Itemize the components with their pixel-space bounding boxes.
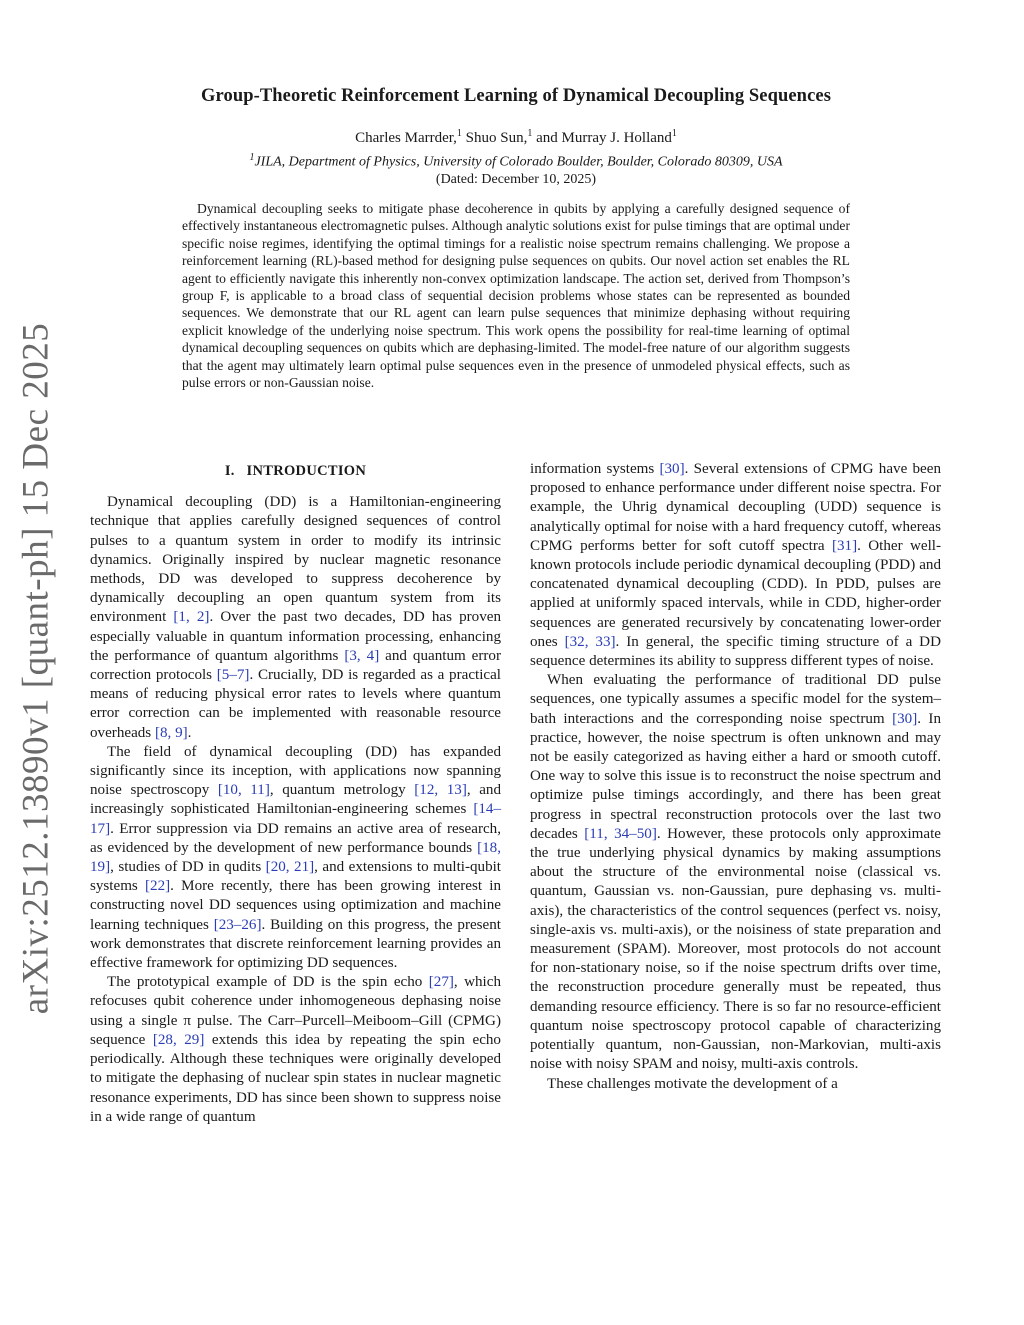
citation-link[interactable]: [22]	[145, 878, 171, 895]
author-list	[90, 128, 942, 147]
paragraph-text: The prototypical example of DD is the spin echo	[107, 974, 429, 991]
paragraph-text: . Over the past two decades, DD has proven especially valuable in quantum information processing, enhancing the performance of quantum algorithms	[90, 609, 501, 664]
left-column-body	[90, 493, 501, 1127]
paragraph-text: extends this idea by repeating the spin echo periodically. Although these techniques were originally developed to mitigate the dephasing of nuclear spin states in nuclear magnetic resonance experiments, DD has since been shown to suppress noise in a wide range of quantum	[90, 1031, 501, 1125]
paragraph-text: , which refocuses qubit coherence under inhomogeneous dephasing noise using a single π pulse. The Carr–Purcell–Meiboom–Gill (CPMG) sequence	[90, 974, 501, 1048]
left-column	[90, 460, 501, 1127]
author: Charles Marrder,$^1$	[355, 128, 462, 146]
citation-link[interactable]: [10, 11]	[217, 782, 270, 799]
affiliation-mark: 1	[249, 152, 255, 163]
author: and Murray J. Holland$^1$	[536, 128, 677, 146]
affiliation	[90, 152, 942, 171]
citation-link[interactable]: [30]	[659, 461, 685, 477]
body-paragraph	[530, 671, 941, 1074]
body-paragraph	[90, 973, 501, 1127]
citation-link[interactable]: [23–26]	[213, 916, 262, 933]
paragraph-text: . More recently, there has been growing interest in constructing novel DD sequences using optimization and machine learning techniques	[90, 878, 501, 933]
citation-link[interactable]: [5–7]	[216, 667, 250, 684]
citation-link[interactable]: [18, 19]	[90, 839, 501, 876]
citation-link[interactable]: [1, 2]	[173, 609, 210, 626]
paragraph-text: . Building on this progress, the present work demonstrates that discrete reinforcement learning provides an effective framework for optimizing DD sequences.	[90, 916, 501, 972]
citation-link[interactable]: [27]	[428, 974, 454, 991]
arxiv-identifier-stamp	[14, 322, 58, 1014]
body-paragraph	[90, 493, 501, 743]
citation-link[interactable]: [20, 21]	[265, 859, 315, 876]
date-line: (Dated: December 10, 2025)	[435, 172, 597, 187]
paragraph-text: and quantum error correction protocols	[90, 647, 501, 684]
paragraph-text: . Crucially, DD is regarded as a practical means of reducing physical error rates to levels where quantum error correction can be implemented with reasonable resource overheads	[90, 667, 502, 741]
section-number: I.	[224, 463, 235, 479]
paragraph-text: . Several extensions of CPMG have been proposed to enhance performance under different noise spectra. For example, the Uhrig dynamical decoupling (UDD) sequence is analytically optimal for noise with a hard frequency cutoff, whereas CPMG performs better for soft cutoff spectra	[530, 461, 941, 554]
paragraph-text: .	[187, 724, 192, 741]
section-heading-introduction	[90, 462, 501, 481]
body-paragraph	[90, 743, 501, 973]
right-column-body	[530, 460, 941, 1094]
citation-link[interactable]: [14–17]	[90, 801, 501, 837]
citation-link[interactable]: [28, 29]	[152, 1031, 205, 1048]
paragraph-text: , and increasingly sophisticated Hamiltonian-engineering schemes	[90, 782, 501, 818]
paragraph-text: , and extensions to multi-qubit systems	[90, 859, 502, 895]
author: Shuo Sun,$^1$	[465, 128, 533, 146]
citation-link[interactable]: [8, 9]	[154, 724, 188, 741]
paper-title: Group-Theoretic Reinforcement Learning of Dynamical Decoupling Sequences	[201, 86, 831, 106]
citation-link[interactable]: [3, 4]	[344, 647, 380, 664]
paragraph-text: . Error suppression via DD remains an active area of research, as evidenced by the development of new performance bounds	[90, 820, 501, 856]
paragraph-text: . In practice, however, the noise spectrum is often unknown and may not be easily categorized as having either a hard or smooth cutoff. One way to solve this issue is to reconstruct the noise spectrum and optimize pulse timings accordingly, and there has been great progress in spectral reconstruction protocols over the last two decades	[530, 710, 941, 842]
paragraph-text: . In general, the specific timing structure of a DD sequence determines its ability to suppress different types of noise.	[530, 633, 941, 670]
abstract	[182, 200, 850, 391]
paragraph-text: . Other well-known protocols include periodic dynamical decoupling (PDD) and concatenated dynamical decoupling (CDD). In PDD, pulses are applied at uniformly spaced intervals, while in CDD, higher-order sequences are generated recursively by concatenating lower-order ones	[530, 537, 941, 650]
right-column	[530, 460, 941, 1094]
citation-link[interactable]: [30]	[892, 710, 918, 727]
paragraph-text: information systems	[530, 461, 660, 477]
affiliation-text: JILA, Department of Physics, University of Colorado Boulder, Boulder, Colorado 80309, USA	[254, 154, 783, 170]
body-paragraph	[530, 460, 941, 671]
body-paragraph	[530, 1075, 941, 1094]
citation-link[interactable]: [32, 33]	[564, 633, 616, 650]
citation-link[interactable]: [31]	[831, 537, 858, 554]
paragraph-text: Dynamical decoupling (DD) is a Hamiltonian-engineering technique that applies carefully designed sequences of control pulses to a quantum system in order to modify its intrinsic dynamics. Originally inspired by nuclear magnetic resonance methods, DD was developed to suppress decoherence by dynamically decoupling an open quantum system from its environment	[90, 494, 501, 626]
citation-link[interactable]: [11, 34–50]	[584, 825, 657, 842]
paragraph-text: When evaluating the performance of traditional DD pulse sequences, one typically assumes a specific model for the system–bath interactions and the corresponding noise spectrum	[530, 672, 941, 727]
paragraph-text: . However, these protocols only approximate the true underlying physical dynamics by making assumptions about the structure of the environmental noise (classical vs. quantum, Gaussian vs. non-Gaussian, pure dephasing vs. multi-axis), the characteristics of the control sequences (perfect vs. noisy, single-axis vs. multi-axis), or the noisiness of state preparation and measurement (SPAM). Moreover, most protocols do not account for non-stationary noise, so if the noise spectrum drifts over time, the reconstruction procedure generally must be repeated, thus demanding resource efficiency. There is so far no resource-efficient quantum noise spectroscopy protocol capable of characterizing potentially quantum, non-Gaussian, non-Markovian, multi-axis noise with noisy SPAM and noisy, multi-axis controls.	[530, 825, 942, 1073]
paragraph-text: The field of dynamical decoupling (DD) has expanded significantly since its inception, with applications now spanning noise spectroscopy	[90, 743, 501, 799]
paragraph-text: These challenges motivate the development of a	[547, 1075, 838, 1092]
paragraph-text: , quantum metrology	[269, 782, 415, 799]
paragraph-text: , studies of DD in qudits	[110, 859, 266, 876]
arxiv-stamp-text: arXiv:2512.13890v1 [quant-ph] 15 Dec 2025	[15, 322, 57, 1014]
citation-link[interactable]: [12, 13]	[414, 782, 467, 799]
section-title: INTRODUCTION	[246, 463, 367, 479]
abstract-text: Dynamical decoupling seeks to mitigate phase decoherence in qubits by applying a carefully designed sequence of effectively instantaneous electromagnetic pulses. Although analytic solutions exist for pulse timings that are optimal under specific noise regimes, identifying the optimal timings for a realistic noise spectrum remains challenging. We propose a reinforcement learning (RL)-based method for designing pulse sequences on qubits. Our novel action set enables the RL agent to efficiently navigate this inherently non-convex optimization landscape. The action set, derived from Thompson’s group F, is applicable to a broad class of sequential decision problems whose states can be represented as bounded sequences. We demonstrate that our RL agent can learn pulse sequences that minimize dephasing without requiring explicit knowledge of the underlying noise spectrum. This work opens the possibility for real-time learning of optimal dynamical decoupling sequences on qubits which are dephasing-limited. The model-free nature of our algorithm suggests that the agent may ultimately learn optimal pulse sequences even in the presence of unmodeled physical effects, such as pulse errors or non-Gaussian noise.	[182, 201, 850, 391]
